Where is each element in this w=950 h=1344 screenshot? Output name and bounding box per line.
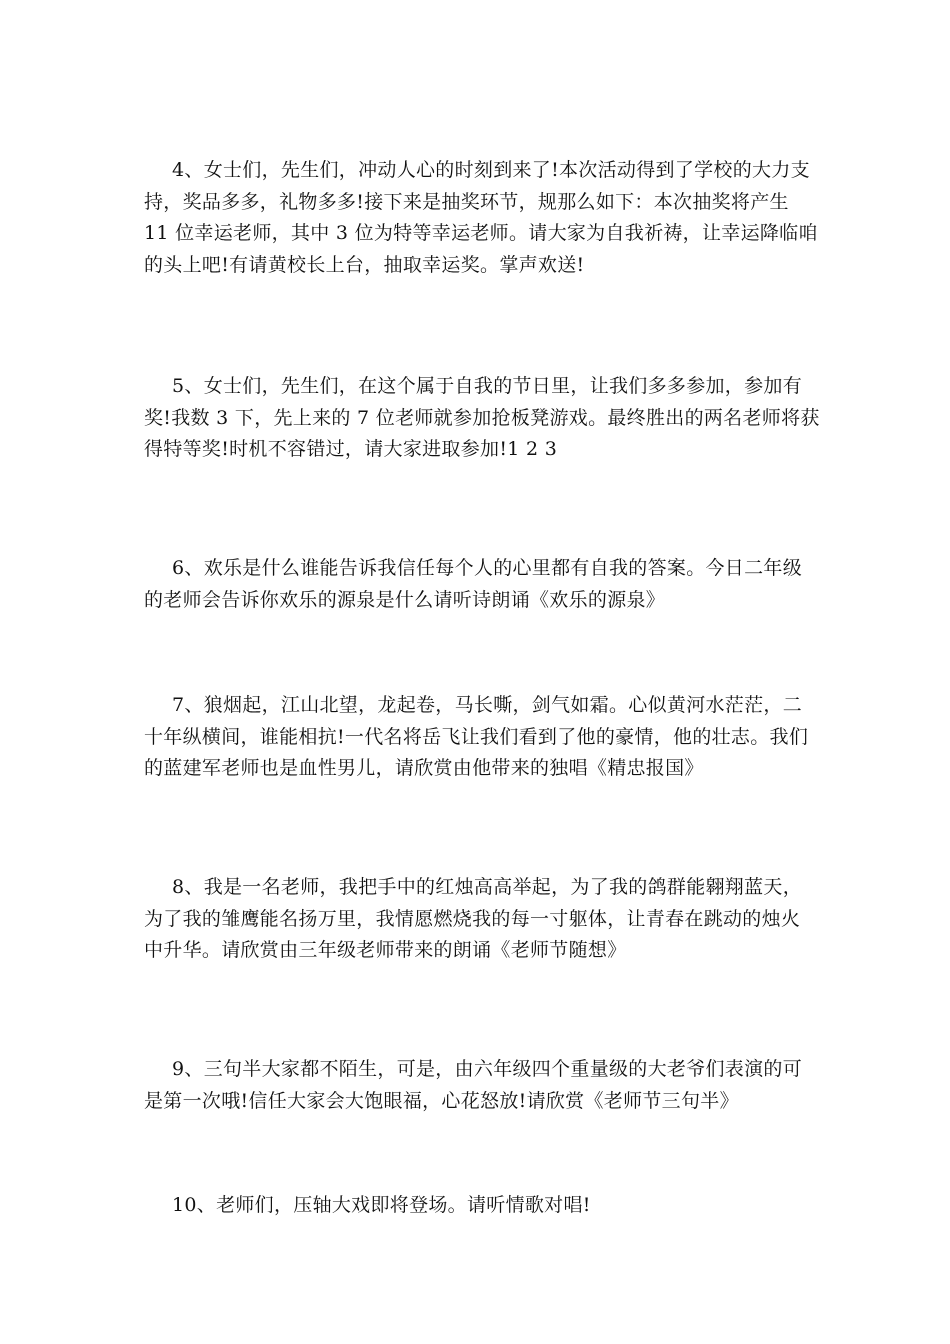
- paragraph-line: 为了我的雏鹰能名扬万里，我情愿燃烧我的每一寸躯体，让青春在跳动的烛火: [144, 907, 801, 930]
- paragraph-line: 10、老师们，压轴大戏即将登场。请听情歌对唱!: [172, 1194, 591, 1216]
- paragraph-line: 的老师会告诉你欢乐的源泉是什么请听诗朗诵《欢乐的源泉》: [144, 588, 666, 611]
- paragraph-line: 4、女士们，先生们，冲动人心的时刻到来了!本次活动得到了学校的大力支: [172, 159, 810, 181]
- paragraph-4: [144, 155, 818, 281]
- paragraph-line: 的蓝建军老师也是血性男儿，请欣赏由他带来的独唱《精忠报国》: [144, 757, 704, 779]
- paragraph-line: 7、狼烟起，江山北望，龙起卷，马长嘶，剑气如霜。心似黄河水茫茫，二: [172, 694, 802, 716]
- paragraph-9: [144, 1054, 812, 1117]
- paragraph-8: [144, 872, 812, 967]
- paragraph-5: [144, 371, 820, 466]
- paragraph-line: 5、女士们，先生们，在这个属于自我的节日里，让我们多多参加，参加有: [172, 375, 802, 397]
- paragraph-line: 持，奖品多多，礼物多多!接下来是抽奖环节，规那么如下：本次抽奖将产生: [144, 190, 789, 213]
- paragraph-10: [144, 1190, 812, 1222]
- paragraph-line: 的头上吧!有请黄校长上台，抽取幸运奖。掌声欢送!: [144, 253, 585, 276]
- paragraph-line: 11 位幸运老师，其中 3 位为特等幸运老师。请大家为自我祈祷，让幸运降临咱: [144, 222, 818, 244]
- paragraph-6: [144, 553, 812, 616]
- paragraph-line: 9、三句半大家都不陌生，可是，由六年级四个重量级的大老爷们表演的可: [172, 1058, 802, 1080]
- paragraph-7: [144, 690, 812, 785]
- paragraph-line: 6、欢乐是什么谁能告诉我信任每个人的心里都有自我的答案。今日二年级: [172, 557, 802, 579]
- paragraph-line: 8、我是一名老师，我把手中的红烛高高举起，为了我的鸽群能翱翔蓝天，: [172, 876, 802, 898]
- paragraph-line: 中升华。请欣赏由三年级老师带来的朗诵《老师节随想》: [144, 939, 627, 961]
- paragraph-line: 是第一次哦!信任大家会大饱眼福，心花怒放!请欣赏《老师节三句半》: [144, 1089, 739, 1112]
- paragraph-line: 奖!我数 3 下，先上来的 7 位老师就参加抢板凳游戏。最终胜出的两名老师将获: [144, 406, 820, 429]
- paragraph-line: 十年纵横间，谁能相抗!一代名将岳飞让我们看到了他的豪情，他的壮志。我们: [144, 725, 809, 748]
- paragraph-line: 得特等奖!时机不容错过，请大家进取参加!1 2 3: [144, 438, 558, 460]
